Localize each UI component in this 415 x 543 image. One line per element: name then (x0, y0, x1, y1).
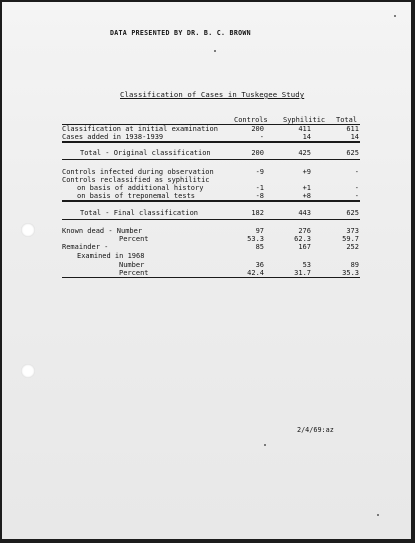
cell-controls: -1 (255, 184, 264, 192)
row-label: Controls infected during observation (62, 168, 214, 176)
cell-total: - (354, 168, 359, 176)
speck (394, 15, 396, 17)
cell-total: 373 (346, 227, 359, 235)
row-label: Remainder - (62, 243, 109, 251)
cell-total: 611 (346, 125, 359, 133)
table-row (80, 149, 359, 158)
section-rule (62, 141, 360, 143)
column-header-controls: Controls (234, 116, 268, 124)
speck (264, 444, 266, 446)
row-label: Cases added in 1938-1939 (62, 133, 164, 141)
document-footer: 2/4/69:az (297, 426, 334, 434)
column-header-syphilitic: Syphilitic (283, 116, 326, 124)
section-rule (62, 159, 360, 160)
cell-controls: 36 (255, 261, 264, 269)
row-label: Number (119, 261, 145, 269)
cell-controls: 53.3 (247, 235, 264, 243)
table-row (77, 252, 359, 261)
cell-total: 252 (346, 243, 359, 251)
row-label: on basis of treponemal tests (77, 192, 196, 200)
cell-syphilitic: +9 (302, 168, 311, 176)
punch-hole (21, 364, 35, 378)
cell-total: 625 (346, 149, 359, 157)
cell-controls: -8 (255, 192, 264, 200)
cell-syphilitic: 443 (298, 209, 311, 217)
cell-syphilitic: +8 (302, 192, 311, 200)
cell-total: 59.7 (342, 235, 359, 243)
table-row (80, 209, 359, 218)
section-rule (62, 200, 360, 202)
document-header: DATA PRESENTED BY DR. B. C. BROWN (110, 29, 251, 37)
row-label: Examined in 1968 (77, 252, 145, 260)
row-label: Total - Original classification (80, 149, 211, 157)
speck (377, 514, 379, 516)
row-label: Total - Final classification (80, 209, 199, 217)
cell-syphilitic: 425 (298, 149, 311, 157)
row-label: Percent (119, 235, 149, 243)
column-header-total: Total (336, 116, 358, 124)
cell-total: - (354, 184, 359, 192)
cell-controls: 200 (251, 149, 264, 157)
cell-total: 35.3 (342, 269, 359, 277)
cell-syphilitic: 14 (302, 133, 311, 141)
bottom-rule (62, 277, 360, 278)
cell-syphilitic: 31.7 (294, 269, 311, 277)
cell-controls: - (259, 133, 264, 141)
cell-syphilitic: 276 (298, 227, 311, 235)
cell-controls: 42.4 (247, 269, 264, 277)
section-rule (62, 219, 360, 220)
row-label: Controls reclassified as syphilitic (62, 176, 210, 184)
cell-controls: -9 (255, 168, 264, 176)
table-row (62, 243, 359, 252)
cell-total: 89 (350, 261, 359, 269)
cell-controls: 85 (255, 243, 264, 251)
cell-total: 14 (350, 133, 359, 141)
row-label: Percent (119, 269, 149, 277)
cell-controls: 200 (251, 125, 264, 133)
cell-syphilitic: +1 (302, 184, 311, 192)
cell-controls: 97 (255, 227, 264, 235)
punch-hole (21, 223, 35, 237)
table-title: Classification of Cases in Tuskegee Study (120, 90, 305, 99)
cell-controls: 182 (251, 209, 264, 217)
cell-syphilitic: 62.3 (294, 235, 311, 243)
cell-total: - (354, 192, 359, 200)
cell-syphilitic: 53 (302, 261, 311, 269)
row-label: on basis of additional history (77, 184, 204, 192)
speck (214, 50, 216, 52)
cell-total: 625 (346, 209, 359, 217)
document-page (2, 2, 411, 539)
cell-syphilitic: 167 (298, 243, 311, 251)
cell-syphilitic: 411 (298, 125, 311, 133)
row-label: Known dead - Number (62, 227, 143, 235)
row-label: Classification at initial examination (62, 125, 218, 133)
